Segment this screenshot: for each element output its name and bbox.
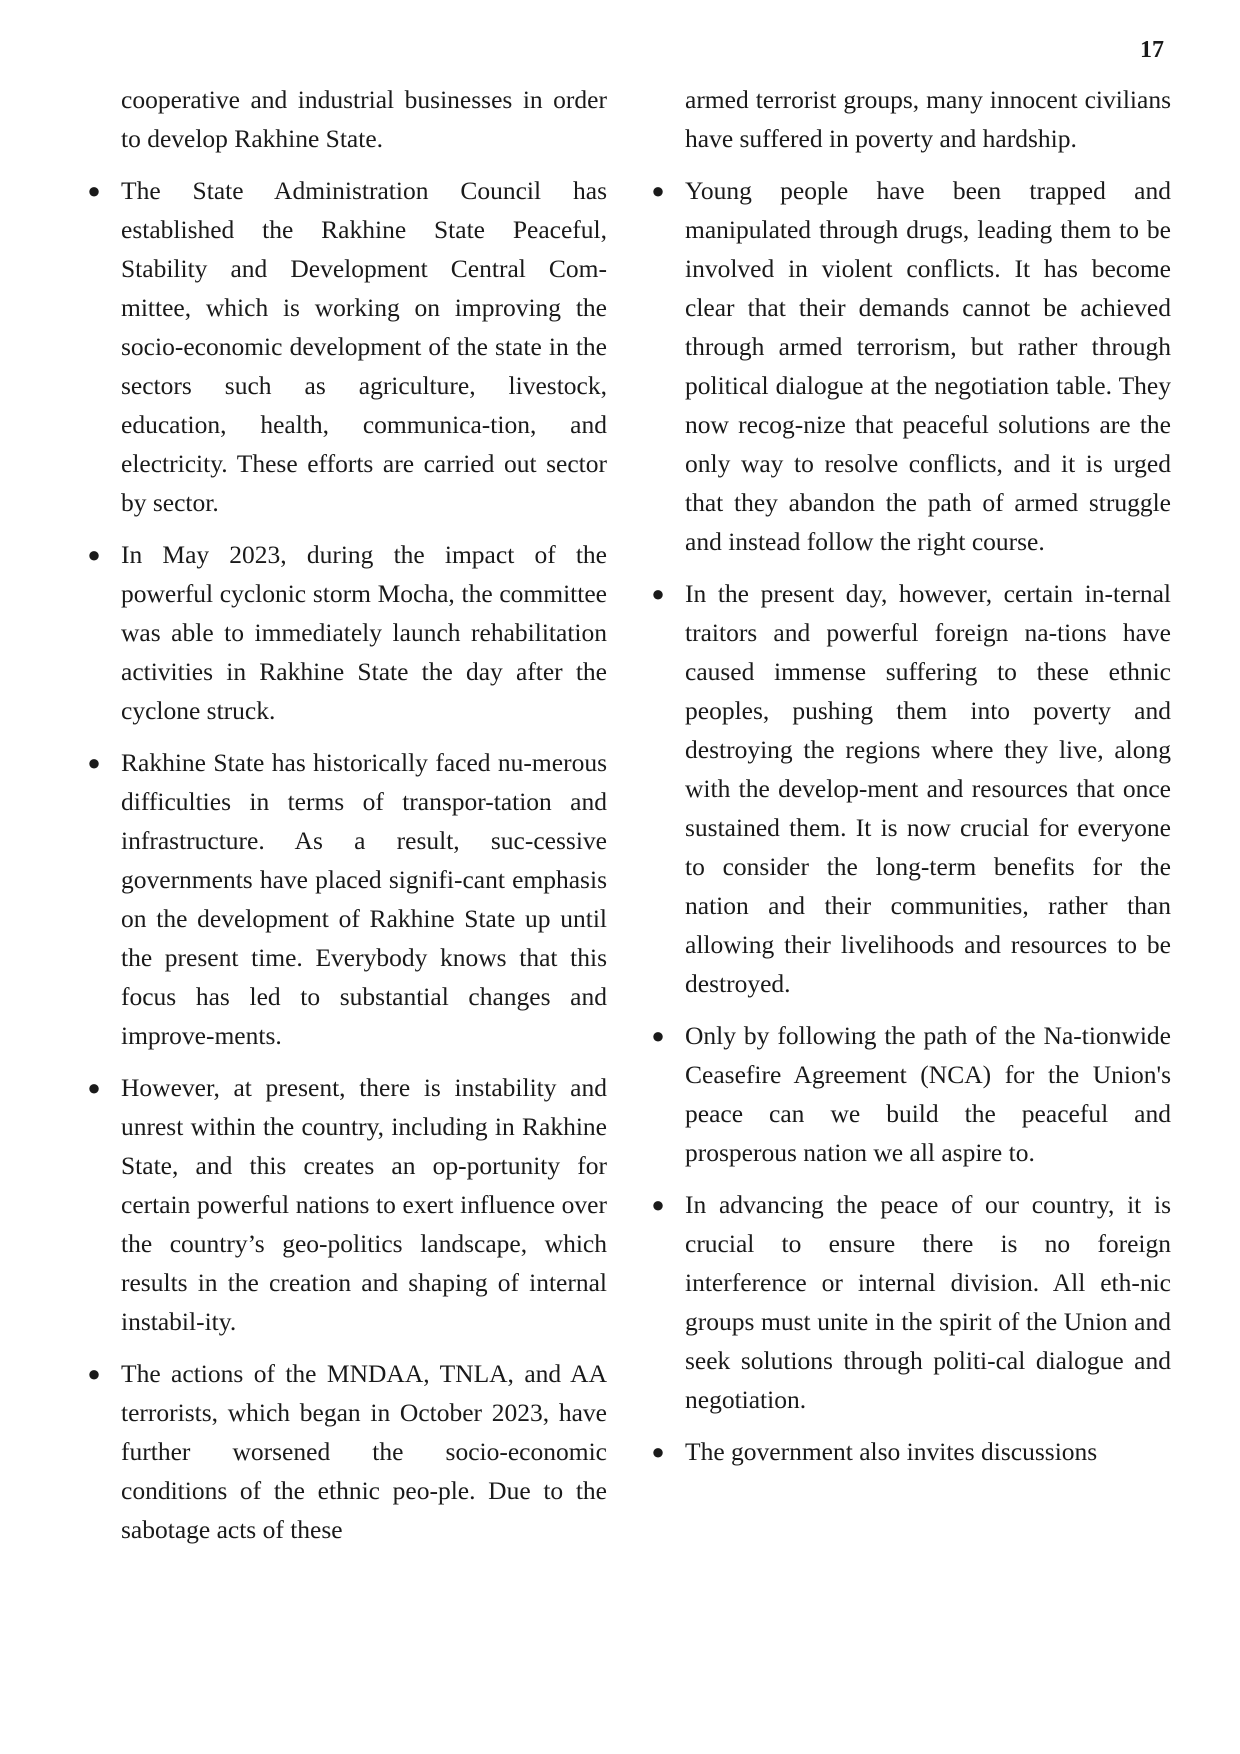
bullet-paragraph — [651, 1432, 1171, 1471]
bullet-paragraph — [87, 535, 607, 730]
left-column — [87, 80, 607, 1562]
bullet-paragraph — [651, 1185, 1171, 1419]
bullet-text: In May 2023, during the impact of the powerful cyclonic storm Mocha, the committee was able to immediately launch rehabilitation activities in Rakhine State the day after the cyclone struck. — [121, 540, 607, 725]
bullet-text: Only by following the path of the Na-tionwide Ceasefire Agreement (NCA) for the Union's peace can we build the peaceful and prosperous nation we all aspire to. — [685, 1021, 1171, 1167]
bullet-paragraph — [87, 743, 607, 1055]
bullet-icon: ● — [651, 1439, 665, 1464]
bullet-text: Young people have been trapped and manipulated through drugs, leading them to be involved in violent conflicts. It has become clear that their demands cannot be achieved through armed terrorism, but rather through political dialogue at the negotiation table. They now recog-nize that peaceful solutions are the only way to resolve conflicts, and it is urged that they abandon the path of armed struggle and instead follow the right course. — [685, 176, 1171, 556]
bullet-text: In the present day, however, certain in-ternal traitors and powerful foreign na-tions have caused immense suffering to these ethnic peoples, pushing them into poverty and destroying the regions where they live, along with the develop-ment and resources that once sustained them. It is now crucial for everyone to consider the long-term benefits for the nation and their communities, rather than allowing their livelihoods and resources to be destroyed. — [685, 579, 1171, 998]
bullet-icon: ● — [651, 581, 665, 606]
bullet-paragraph — [87, 1354, 607, 1549]
page-number: 17 — [1140, 37, 1164, 63]
bullet-text: The State Administration Council has established the Rakhine State Peaceful, Stability and Development Central Com-mittee, which is working on improving the socio-economic development of the state in the sectors such as agriculture, livestock, education, health, communica-tion, and electricity. These efforts are carried out sector by sector. — [121, 176, 607, 517]
bullet-paragraph — [651, 1016, 1171, 1172]
bullet-icon: ● — [651, 1023, 665, 1048]
paragraph-continuation: armed terrorist groups, many innocent civilians have suffered in poverty and hardship. — [685, 85, 1171, 153]
bullet-icon: ● — [87, 542, 101, 567]
bullet-icon: ● — [651, 1192, 665, 1217]
bullet-paragraph — [87, 1068, 607, 1341]
bullet-icon: ● — [651, 178, 665, 203]
bullet-paragraph — [651, 171, 1171, 561]
bullet-paragraph — [651, 574, 1171, 1003]
bullet-icon: ● — [87, 1361, 101, 1386]
bullet-icon: ● — [87, 750, 101, 775]
bullet-text: In advancing the peace of our country, it is crucial to ensure there is no foreign interference or internal division. All eth-nic groups must unite in the spirit of the Union and seek solutions through politi-cal dialogue and negotiation. — [685, 1190, 1171, 1414]
bullet-text: Rakhine State has historically faced nu-merous difficulties in terms of transpor-tation and infrastructure. As a result, suc-cessive governments have placed signifi-cant emphasis on the development of Rakhine State up until the present time. Everybody knows that this focus has led to substantial changes and improve-ments. — [121, 748, 607, 1050]
bullet-text: The government also invites discussions — [685, 1437, 1098, 1466]
bullet-text: The actions of the MNDAA, TNLA, and AA terrorists, which began in October 2023, have further worsened the socio-economic conditions of the ethnic peo-ple. Due to the sabotage acts of these — [121, 1359, 607, 1544]
right-column — [651, 80, 1171, 1484]
paragraph-continuation: cooperative and industrial businesses in order to develop Rakhine State. — [121, 85, 607, 153]
bullet-icon: ● — [87, 1075, 101, 1100]
bullet-paragraph — [87, 171, 607, 522]
bullet-icon: ● — [87, 178, 101, 203]
bullet-text: However, at present, there is instability and unrest within the country, including in Rakhine State, and this creates an op-portunity for certain powerful nations to exert influence over the country’s geo-politics landscape, which results in the creation and shaping of internal instabil-ity. — [121, 1073, 607, 1336]
